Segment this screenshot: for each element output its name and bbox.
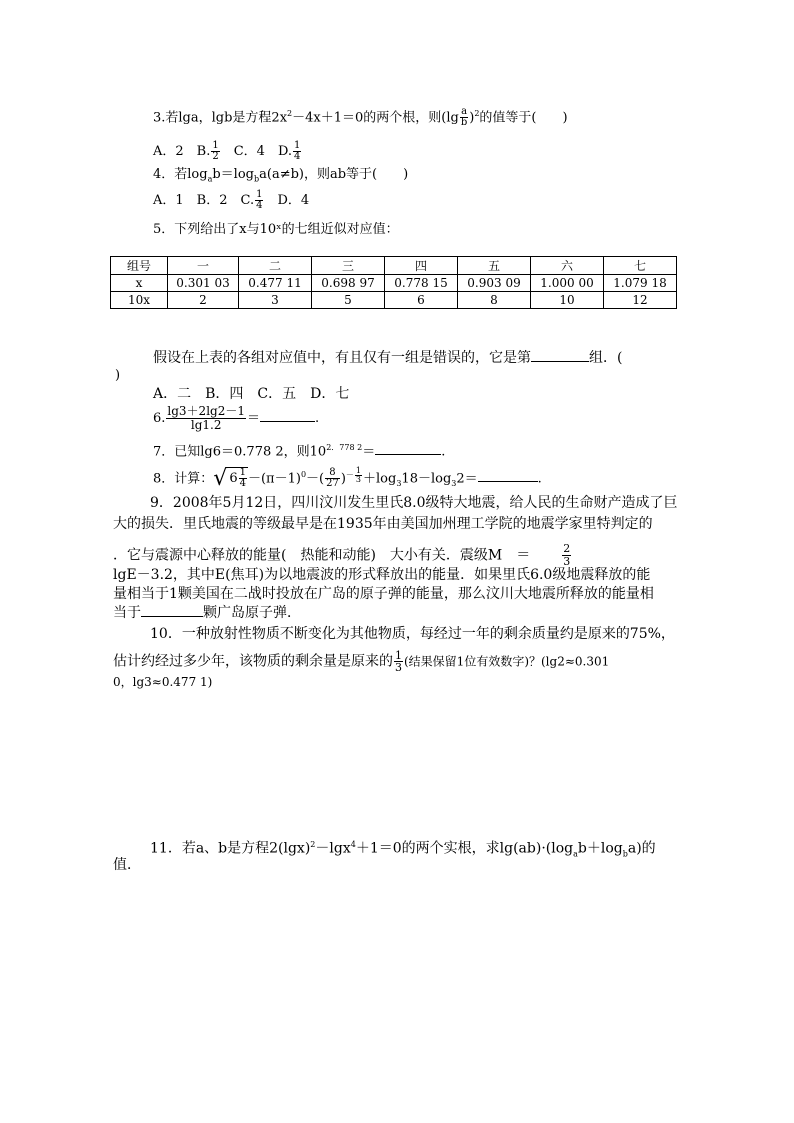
q4-opt-d: D．4 <box>264 193 310 208</box>
frac-num: 1 <box>395 649 402 662</box>
q11-sub-b: b <box>622 849 628 859</box>
q10-line-2 <box>113 650 609 673</box>
q8-text-end: 2＝ <box>456 471 478 487</box>
q3-text-mid: －4x＋1＝0的两个根，则(lg <box>292 110 459 126</box>
table-row <box>111 275 677 292</box>
q11-line-2: 值． <box>113 857 141 873</box>
question-7: 7．已知lg6＝0.778 2，则$10^{2.778 2}=$ . <box>153 443 446 460</box>
answer-blank[interactable] <box>531 349 589 362</box>
answer-blank[interactable] <box>478 469 538 482</box>
q4-opt-abc: A．1 B．2 C. <box>153 193 255 208</box>
table-cell: 8 <box>458 292 531 309</box>
q8-whole: 6 <box>229 471 238 487</box>
q6-fraction <box>166 405 246 432</box>
q8-minus: － <box>345 470 354 479</box>
frac-den: 3 <box>395 661 402 674</box>
answer-blank[interactable] <box>141 604 203 617</box>
q3-opt-b-frac <box>211 141 219 162</box>
q8-sub-3: 3 <box>396 478 402 488</box>
frac-num: 8 <box>325 468 340 479</box>
q3-exponent: 2 <box>287 109 293 118</box>
frac-num: 1 <box>256 189 263 200</box>
q10-line-2-text: 估计约经过多少年，该物质的剩余量是原来的 <box>113 653 393 670</box>
q4-sub-a: a <box>207 174 213 184</box>
q5-close-paren: ) <box>115 368 121 383</box>
frac-den: 4 <box>239 478 246 490</box>
q11-text-5: a)的 <box>627 840 656 857</box>
answer-blank[interactable] <box>260 409 315 422</box>
q9-line-2: 大的损失．里氏地震的等级最早是在1935年由美国加州理工学院的地震学家里特判定的 <box>113 516 653 532</box>
q11-sub-a: a <box>573 849 578 859</box>
question-4-options <box>153 190 309 211</box>
q11-text-2: －lgx <box>315 840 351 857</box>
q4-sub-b: b <box>254 174 260 184</box>
frac-den: 4 <box>256 200 263 211</box>
q3-text: 3.若lga，lgb是方程2x <box>153 110 288 126</box>
question-4 <box>153 166 408 189</box>
q8-frac-8-27 <box>325 468 340 489</box>
q10-frac-1-3 <box>394 650 403 673</box>
q8-text-2: －(π－1) <box>247 471 301 487</box>
frac-num: 1 <box>239 467 246 479</box>
value-table <box>110 256 677 309</box>
table-cell: 10x <box>111 292 168 309</box>
q4-text-mid: b＝log <box>212 167 254 182</box>
q6-equals: ＝ <box>247 411 261 426</box>
q11-text-1: 11．若a、b是方程2(lgx) <box>150 840 311 857</box>
q11-text-4: b＋log <box>577 840 623 857</box>
q7-equals: ＝ <box>362 444 376 460</box>
q9-line-6-end: 颗广岛原子弹． <box>203 605 301 621</box>
q8-text-3: －( <box>306 471 325 487</box>
frac-num: 1 <box>294 140 301 151</box>
table-cell: x <box>111 275 168 292</box>
q8-frac-1-4 <box>239 468 247 489</box>
frac-den: lg1.2 <box>190 418 222 432</box>
frac-num: 2 <box>563 542 571 555</box>
q4-text-end: a(a≠b)，则ab等于( ) <box>259 167 409 182</box>
table-cell: 12 <box>604 292 677 309</box>
q11-exponent-2: 2 <box>310 840 316 849</box>
q8-exponent-neg-third <box>345 465 363 484</box>
q9-line-3-text: ．它与震源中心释放的能量( 热能和动能) 大小有关．震级M ＝ <box>113 547 531 564</box>
table-cell: 2 <box>168 292 239 309</box>
q4-opt-c-frac <box>255 190 263 211</box>
table-cell: 0.903 09 <box>458 275 531 292</box>
q3-frac-den: b <box>460 117 468 129</box>
q3-opt-d-frac <box>293 141 301 162</box>
q11-exponent-4: 4 <box>350 840 356 849</box>
q11-line-1 <box>150 836 656 863</box>
q7-text: 7．已知lg6＝0.778 2，则10 <box>153 444 327 460</box>
q8-text-4: ＋log <box>363 471 397 487</box>
question-5-options: A．二 B．四 C．五 D．七 <box>153 386 350 402</box>
frac-num: lg3＋2lg2－1 <box>167 404 245 418</box>
q9-frac-2-3 <box>562 543 571 568</box>
table-header-cell: 七 <box>604 257 677 275</box>
q3-opt-ab: A．2 B. <box>153 144 211 159</box>
q6-label: 6. <box>153 411 166 426</box>
question-5: 5．下列给出了x与10ˣ的七组近似对应值： <box>153 222 399 237</box>
table-header-cell: 五 <box>458 257 531 275</box>
q9-line-5: 量相当于1颗美国在二战时投放在广岛的原子弹的能量，那么汶川大地震所释放的能量相 <box>113 586 654 602</box>
question-5-prompt <box>153 349 622 367</box>
q9-line-4: lgE－3.2，其中E(焦耳)为以地震波的形式释放出的能量．如果里氏6.0级地震释放的能 <box>113 567 651 583</box>
q11-text-3: ＋1＝0的两个实根，求lg(ab)·(log <box>355 840 574 857</box>
q8-sub-3b: 3 <box>451 478 457 488</box>
question-6: 6. $\frac{\lg 3+2\lg 2-1}{\lg 1.2}$ ＝ . <box>153 404 320 432</box>
table-header-cell: 组号 <box>111 257 168 275</box>
table-header-cell: 二 <box>239 257 312 275</box>
frac-den: 3 <box>563 555 571 568</box>
q8-exponent-0: 0 <box>300 470 307 479</box>
sqrt-icon: √ <box>213 465 228 491</box>
table-cell: 3 <box>239 292 312 309</box>
table-cell: 5 <box>312 292 385 309</box>
table-cell: 0.301 03 <box>168 275 239 292</box>
q9-line-1: 9．2008年5月12日，四川汶川发生里氏8.0级特大地震，给人民的生命财产造成了巨 <box>150 495 678 511</box>
q8-text: 8．计算： <box>153 471 214 487</box>
table-cell: 6 <box>385 292 458 309</box>
table-header-cell: 四 <box>385 257 458 275</box>
frac-den: 27 <box>326 478 339 490</box>
table-cell: 0.477 11 <box>239 275 312 292</box>
q10-line-2-end: (结果保留1位有效数字)？(lg2≈0.301 <box>404 654 610 669</box>
frac-den: 2 <box>212 151 219 162</box>
q8-paren: ) <box>340 471 346 487</box>
table-cell: 1.000 00 <box>531 275 604 292</box>
table-header-row <box>111 257 677 275</box>
table-cell: 0.698 97 <box>312 275 385 292</box>
q10-line-3: 0，lg3≈0.477 1) <box>113 675 213 689</box>
q8-text-5: 18－log <box>401 471 452 487</box>
table-header-cell: 六 <box>531 257 604 275</box>
question-3-options <box>153 141 302 162</box>
q3-fraction <box>460 107 468 128</box>
frac-den: 4 <box>294 151 301 162</box>
q7-exponent: 2．778 2 <box>326 443 363 452</box>
q9-line-6 <box>113 604 301 622</box>
table-cell: 10 <box>531 292 604 309</box>
q3-text-end: 的值等于( ) <box>479 110 568 126</box>
q3-frac-num: a <box>461 106 468 118</box>
q10-line-1: 10．一种放射性物质不断变化为其他物质，每经过一年的剩余质量约是原来的75%， <box>150 626 675 642</box>
frac-den: 3 <box>355 474 362 484</box>
table-cell: 1.079 18 <box>604 275 677 292</box>
answer-blank[interactable] <box>375 442 441 455</box>
question-8: 8．计算：√ 6 $\frac{1}{4}$ $-(\pi-1)^0-$( $\frac{8}{27}$ )$^{- \frac{1}{3}}$ $+\log_318-\log_32=$ . <box>153 465 542 491</box>
q8-frac-1-3 <box>355 467 362 484</box>
q8-radicand <box>227 467 248 489</box>
frac-num: 1 <box>355 465 362 475</box>
q5-prompt-text: 假设在上表的各组对应值中，有且仅有一组是错误的，它是第 <box>153 350 531 366</box>
q4-text: 4．若log <box>153 167 208 182</box>
table-header-cell: 一 <box>168 257 239 275</box>
q9-line-6-text: 当于 <box>113 605 141 621</box>
q5-prompt-end: 组．( <box>589 350 623 366</box>
q3-exponent-2: 2 <box>474 109 480 118</box>
q9-line-3 <box>113 543 572 568</box>
table-header-cell: 三 <box>312 257 385 275</box>
q3-opt-cd: C．4 D. <box>220 144 293 159</box>
table-cell: 0.778 15 <box>385 275 458 292</box>
q3-paren: ) <box>469 110 475 126</box>
table-row <box>111 292 677 309</box>
question-3 <box>153 105 568 128</box>
frac-num: 1 <box>212 140 219 151</box>
